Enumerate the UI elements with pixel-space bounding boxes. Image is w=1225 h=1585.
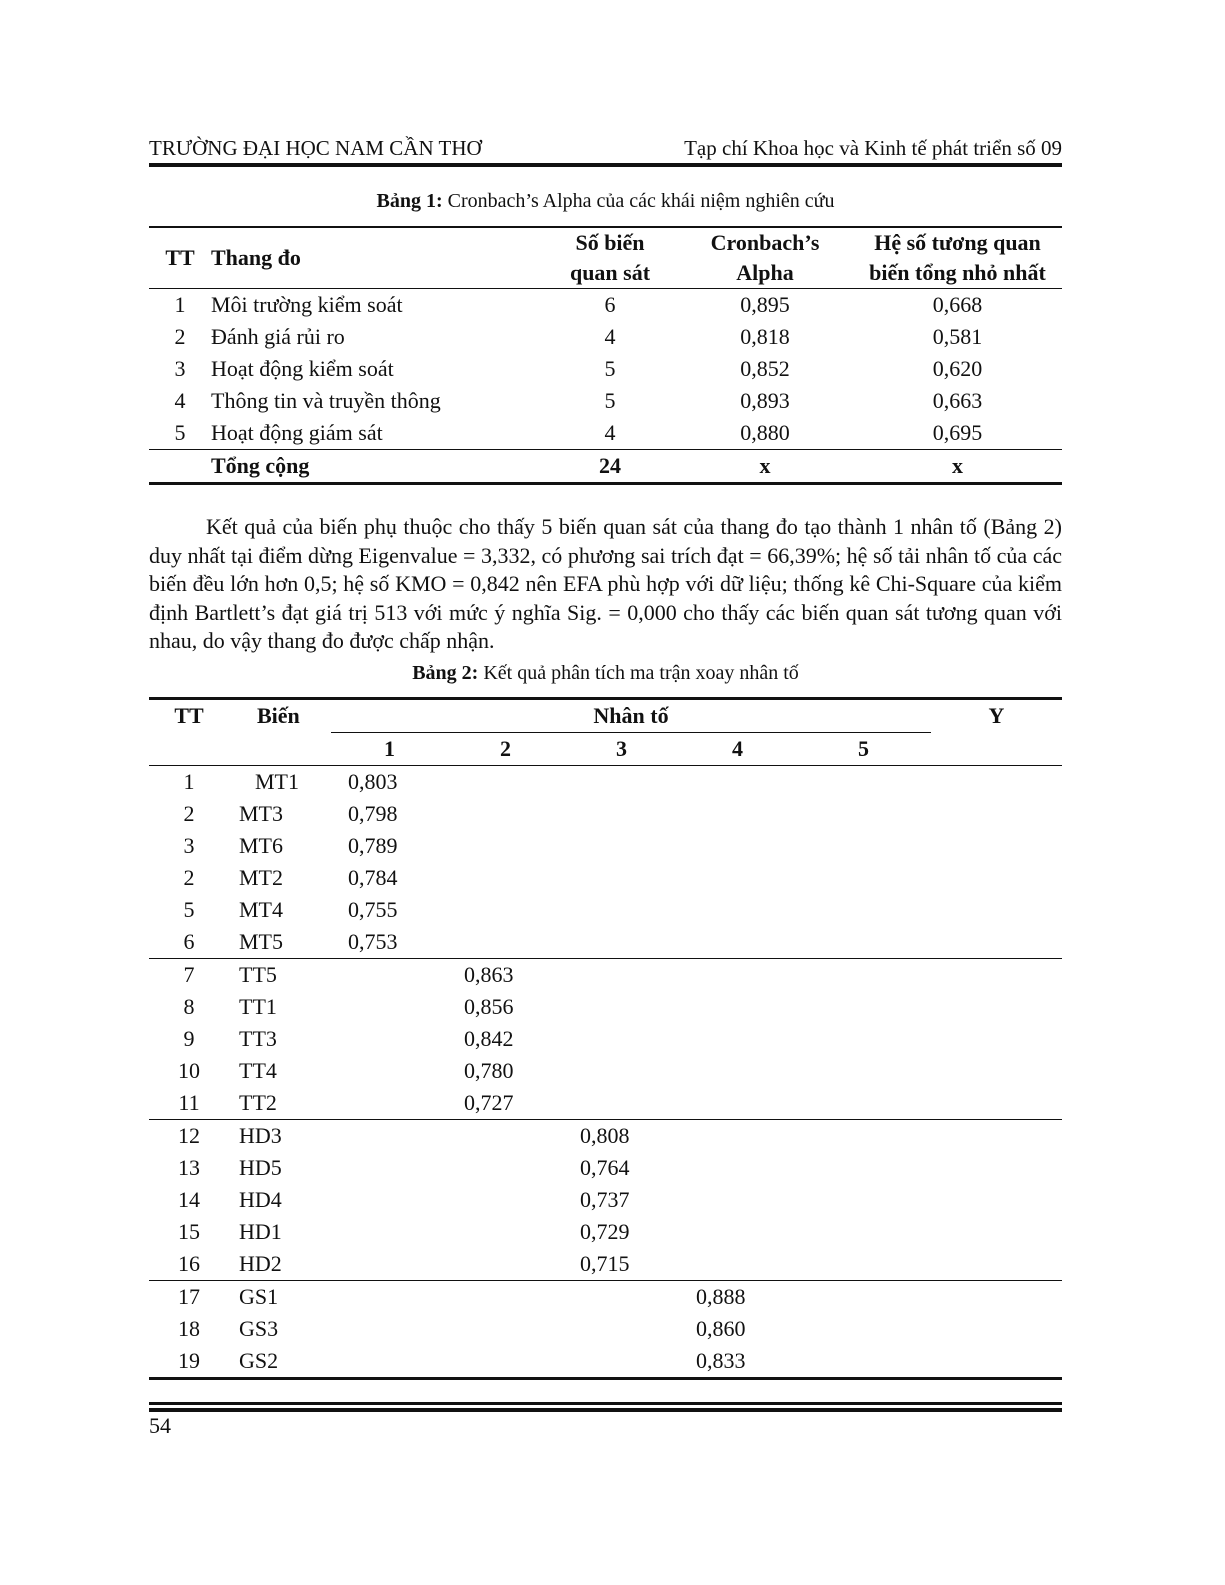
table2-caption-text: Kết quả phân tích ma trận xoay nhân tố: [483, 662, 799, 684]
cell-factor-2: [447, 1120, 563, 1153]
cell-y: [931, 1248, 1062, 1281]
cell-factor-2: [447, 1281, 563, 1314]
table-row: [149, 1023, 1062, 1055]
cell-variable: GS3: [239, 1316, 279, 1341]
table1-caption-label: Bảng 1:: [376, 190, 443, 212]
cell-factor-4: [679, 1087, 795, 1120]
paragraph-text: Kết quả của biến phụ thuộc cho thấy 5 biến quan sát của thang đo tạo thành 1 nhân tố (Bảng 2) duy nhất tại điểm dừng Eigenvalue = 3,332, có phương sai trích đạt = 66,39%; hệ số tải nhân tố của các biến đều lớn hơn 0,5; hệ số KMO = 0,842 nên EFA phù hợp với dữ liệu; thống kê Chi-Square của kiểm định Bartlett’s đạt giá trị 513 với mức ý nghĩa Sig. = 0,000 cho thấy các biến quan sát tương quan với nhau, do vậy thang đo được chấp nhận.: [149, 514, 1062, 653]
cell-factor-4: [679, 1184, 795, 1216]
cell-factor-5: [795, 926, 931, 959]
cell-factor-4: 0,860: [696, 1316, 746, 1341]
cell-tt: 6: [183, 929, 195, 954]
cell-factor-2: [447, 894, 563, 926]
cell-y: [931, 830, 1062, 862]
cell-tt: 2: [183, 801, 195, 826]
cell-factor-3: [563, 830, 679, 862]
cell-factor-2: [447, 830, 563, 862]
cell-factor-1: [331, 1313, 447, 1345]
cell-factor-4: [679, 1120, 795, 1153]
table-rotated-factor-matrix: [149, 697, 1062, 1380]
cell-y: [931, 991, 1062, 1023]
table1-header-row: [149, 227, 1062, 289]
cell-total-corr: x: [952, 453, 963, 478]
cell-corr: 0,620: [932, 356, 983, 381]
table1-header-alpha-line1: Cronbach’s: [710, 230, 820, 255]
cell-tt: 3: [183, 833, 195, 858]
cell-factor-2: [447, 862, 563, 894]
cell-factor-5: [795, 1087, 931, 1120]
cell-factor-1: [331, 1152, 447, 1184]
table2-header-f3: 3: [616, 736, 627, 761]
cell-factor-5: [795, 959, 931, 992]
cell-scale: Đánh giá rủi ro: [211, 324, 345, 349]
cell-factor-5: [795, 1216, 931, 1248]
cell-factor-5: [795, 1345, 931, 1379]
cell-factor-2: [447, 926, 563, 959]
cell-factor-2: [447, 1152, 563, 1184]
cell-factor-3: 0,808: [580, 1123, 630, 1148]
cell-factor-2: 0,727: [464, 1090, 514, 1115]
cell-factor-5: [795, 1313, 931, 1345]
table-row: [149, 862, 1062, 894]
page-number: 54: [149, 1413, 171, 1438]
table-row: [149, 959, 1062, 992]
cell-factor-1: 0,753: [348, 929, 398, 954]
cell-tt: 3: [174, 356, 186, 381]
table-row: [149, 1120, 1062, 1153]
cell-factor-4: [679, 766, 795, 799]
table1-header-items: [543, 227, 677, 289]
cell-factor-2: 0,842: [464, 1026, 514, 1051]
cell-variable: MT5: [239, 929, 283, 954]
cell-alpha: 0,893: [740, 388, 790, 413]
cell-y: [931, 959, 1062, 992]
cell-factor-1: [331, 1281, 447, 1314]
cell-factor-2: [447, 1313, 563, 1345]
table1-header-items-line1: Số biến: [575, 230, 645, 255]
cell-y: [931, 798, 1062, 830]
cell-alpha: 0,818: [740, 324, 790, 349]
cell-factor-4: [679, 798, 795, 830]
cell-factor-2: [447, 1248, 563, 1281]
cell-variable: HD2: [239, 1251, 282, 1276]
cell-y: [931, 1216, 1062, 1248]
table2-header-var: Biến: [257, 703, 300, 729]
table2-caption-label: Bảng 2:: [412, 662, 479, 684]
table-row: [149, 321, 1062, 353]
cell-factor-5: [795, 1281, 931, 1314]
table1-header-corr-line2: biến tổng nhỏ nhất: [869, 260, 1046, 285]
cell-tt: 1: [183, 769, 195, 794]
table-row: [149, 353, 1062, 385]
cell-factor-1: 0,784: [348, 865, 398, 890]
cell-variable: MT1: [255, 769, 299, 794]
cell-factor-3: [563, 894, 679, 926]
cell-factor-3: [563, 959, 679, 992]
cell-tt: 4: [174, 388, 186, 413]
table2-header-f2: 2: [500, 736, 511, 761]
cell-y: [931, 926, 1062, 959]
table-row: [149, 830, 1062, 862]
cell-y: [931, 862, 1062, 894]
table1-header-tt: TT: [165, 245, 195, 270]
cell-y: [931, 1120, 1062, 1153]
cell-variable: HD1: [239, 1219, 282, 1244]
table1-caption: [149, 190, 1062, 213]
footer-rule-top: [149, 1402, 1062, 1405]
cell-variable: HD5: [239, 1155, 282, 1180]
cell-factor-3: [563, 1055, 679, 1087]
header-journal: Tạp chí Khoa học và Kinh tế phát triển số 09: [684, 136, 1062, 160]
cell-factor-1: [331, 1087, 447, 1120]
cell-factor-1: [331, 1023, 447, 1055]
cell-tt: 10: [178, 1058, 200, 1083]
cell-tt: 1: [174, 292, 186, 317]
cell-scale: Thông tin và truyền thông: [211, 388, 441, 413]
table2-header-f4: 4: [732, 736, 743, 761]
cell-variable: TT4: [239, 1058, 277, 1083]
cell-factor-3: [563, 1345, 679, 1379]
table1-header-corr: [853, 227, 1062, 289]
footer-rule-bottom: [149, 1408, 1062, 1412]
cell-tt: 14: [178, 1187, 200, 1212]
table-row: [149, 1055, 1062, 1087]
table-row: [149, 1248, 1062, 1281]
table2-header-factor: Nhân tố: [331, 699, 931, 733]
table2-header-row2: [149, 733, 1062, 766]
cell-tt: 19: [178, 1348, 200, 1373]
table-row: [149, 385, 1062, 417]
table-row: [149, 1345, 1062, 1379]
cell-tt: 13: [178, 1155, 200, 1180]
cell-factor-4: [679, 1055, 795, 1087]
table-cronbach-alpha: [149, 226, 1062, 485]
cell-factor-1: 0,789: [348, 833, 398, 858]
cell-y: [931, 894, 1062, 926]
cell-factor-5: [795, 991, 931, 1023]
cell-alpha: 0,880: [740, 420, 790, 445]
table2-caption: [149, 662, 1062, 685]
table1-caption-text: Cronbach’s Alpha của các khái niệm nghiên cứu: [447, 190, 835, 212]
cell-variable: HD4: [239, 1187, 282, 1212]
cell-factor-3: 0,764: [580, 1155, 630, 1180]
body-paragraph: [149, 513, 1062, 656]
cell-factor-1: 0,798: [348, 801, 398, 826]
cell-variable: GS1: [239, 1284, 279, 1309]
cell-scale: Hoạt động kiểm soát: [211, 356, 394, 381]
cell-tt: 2: [183, 865, 195, 890]
cell-scale: Môi trường kiểm soát: [211, 292, 403, 317]
table-row: [149, 894, 1062, 926]
cell-corr: 0,695: [932, 420, 983, 445]
cell-factor-4: [679, 830, 795, 862]
header-rule: [149, 163, 1062, 167]
cell-factor-1: [331, 1345, 447, 1379]
cell-factor-3: [563, 766, 679, 799]
cell-factor-4: [679, 1248, 795, 1281]
table-row: [149, 1281, 1062, 1314]
cell-factor-1: 0,803: [348, 769, 398, 794]
table2-header-row1: [149, 699, 1062, 733]
table1-header-corr-line1: Hệ số tương quan: [874, 230, 1041, 255]
cell-total-alpha: x: [759, 453, 771, 478]
cell-variable: HD3: [239, 1123, 282, 1148]
cell-factor-3: 0,737: [580, 1187, 630, 1212]
table-row: [149, 1152, 1062, 1184]
cell-y: [931, 1023, 1062, 1055]
cell-y: [931, 1152, 1062, 1184]
cell-factor-5: [795, 798, 931, 830]
table-row: [149, 417, 1062, 450]
cell-factor-2: 0,856: [464, 994, 514, 1019]
cell-factor-1: [331, 991, 447, 1023]
table2-header-f1: 1: [384, 736, 395, 761]
cell-factor-5: [795, 1055, 931, 1087]
table-row: [149, 1313, 1062, 1345]
cell-factor-1: [331, 1120, 447, 1153]
cell-items: 5: [604, 388, 616, 413]
cell-factor-3: [563, 1313, 679, 1345]
cell-factor-1: [331, 1184, 447, 1216]
cell-tt: 16: [178, 1251, 200, 1276]
cell-total-label: Tổng cộng: [211, 453, 310, 478]
cell-factor-2: [447, 798, 563, 830]
cell-factor-5: [795, 1120, 931, 1153]
cell-factor-3: [563, 798, 679, 830]
table1-header-alpha-line2: Alpha: [736, 260, 794, 285]
cell-total-items: 24: [599, 453, 621, 478]
cell-factor-4: [679, 862, 795, 894]
table1-header-alpha: [677, 227, 853, 289]
cell-factor-4: 0,833: [696, 1348, 746, 1373]
cell-alpha: 0,895: [740, 292, 790, 317]
cell-factor-3: [563, 1023, 679, 1055]
cell-factor-1: 0,755: [348, 897, 398, 922]
cell-tt: 5: [183, 897, 195, 922]
cell-variable: TT1: [239, 994, 277, 1019]
cell-tt: 12: [178, 1123, 200, 1148]
table-row: [149, 798, 1062, 830]
cell-y: [931, 1055, 1062, 1087]
cell-items: 5: [604, 356, 616, 381]
cell-factor-2: [447, 766, 563, 799]
cell-factor-2: 0,780: [464, 1058, 514, 1083]
table2-header-y: Y: [988, 703, 1005, 729]
cell-scale: Hoạt động giám sát: [211, 420, 383, 445]
table-row: [149, 926, 1062, 959]
cell-factor-1: [331, 959, 447, 992]
cell-y: [931, 1087, 1062, 1120]
cell-y: [931, 1281, 1062, 1314]
table1-header-items-line2: quan sát: [569, 260, 651, 285]
cell-y: [931, 766, 1062, 799]
cell-variable: GS2: [239, 1348, 279, 1373]
cell-factor-4: 0,888: [696, 1284, 746, 1309]
cell-variable: TT2: [239, 1090, 277, 1115]
cell-variable: MT6: [239, 833, 283, 858]
cell-factor-4: [679, 959, 795, 992]
cell-factor-1: [331, 1055, 447, 1087]
table-row: [149, 991, 1062, 1023]
cell-variable: MT2: [239, 865, 283, 890]
table-row: [149, 766, 1062, 799]
table2-body: [149, 766, 1062, 1379]
cell-corr: 0,663: [932, 388, 983, 413]
cell-items: 4: [604, 324, 616, 349]
cell-tt: 15: [178, 1219, 200, 1244]
table-row: [149, 1184, 1062, 1216]
table-row: [149, 1087, 1062, 1120]
table2-header-f5: 5: [858, 736, 869, 761]
table1-total-row: [149, 450, 1062, 484]
cell-items: 6: [604, 292, 616, 317]
cell-factor-4: [679, 1023, 795, 1055]
cell-tt: 2: [174, 324, 186, 349]
cell-factor-5: [795, 1184, 931, 1216]
cell-factor-5: [795, 830, 931, 862]
cell-factor-4: [679, 1152, 795, 1184]
cell-tt: 17: [178, 1284, 200, 1309]
table-row: [149, 289, 1062, 322]
cell-factor-4: [679, 894, 795, 926]
cell-variable: TT3: [239, 1026, 277, 1051]
cell-y: [931, 1345, 1062, 1379]
cell-factor-3: [563, 1087, 679, 1120]
cell-factor-4: [679, 991, 795, 1023]
table2-header-tt: TT: [174, 703, 204, 729]
cell-factor-5: [795, 862, 931, 894]
table1-header-scale: Thang đo: [211, 245, 301, 270]
cell-factor-3: [563, 1281, 679, 1314]
cell-factor-4: [679, 926, 795, 959]
cell-factor-2: [447, 1216, 563, 1248]
cell-variable: MT4: [239, 897, 283, 922]
table-row: [149, 1216, 1062, 1248]
cell-tt: 7: [183, 962, 195, 987]
cell-tt: 11: [178, 1090, 200, 1115]
cell-factor-5: [795, 1023, 931, 1055]
cell-factor-5: [795, 1248, 931, 1281]
cell-variable: MT3: [239, 801, 283, 826]
cell-corr: 0,581: [932, 324, 983, 349]
cell-corr: 0,668: [932, 292, 983, 317]
cell-factor-5: [795, 1152, 931, 1184]
cell-factor-3: 0,715: [580, 1251, 630, 1276]
cell-items: 4: [604, 420, 616, 445]
cell-factor-5: [795, 766, 931, 799]
cell-tt: 18: [178, 1316, 200, 1341]
cell-tt: 9: [183, 1026, 195, 1051]
cell-y: [931, 1313, 1062, 1345]
cell-factor-5: [795, 894, 931, 926]
cell-factor-3: [563, 862, 679, 894]
cell-factor-3: [563, 926, 679, 959]
running-header: [149, 133, 1062, 161]
cell-y: [931, 1184, 1062, 1216]
cell-alpha: 0,852: [740, 356, 790, 381]
cell-factor-4: [679, 1216, 795, 1248]
cell-factor-1: [331, 1248, 447, 1281]
cell-factor-2: 0,863: [464, 962, 514, 987]
cell-variable: TT5: [239, 962, 277, 987]
cell-factor-1: [331, 1216, 447, 1248]
header-institution: TRƯỜNG ĐẠI HỌC NAM CẦN THƠ: [149, 136, 482, 160]
cell-factor-3: [563, 991, 679, 1023]
cell-tt: 5: [174, 420, 186, 445]
cell-factor-2: [447, 1184, 563, 1216]
cell-tt: 8: [183, 994, 195, 1019]
cell-factor-3: 0,729: [580, 1219, 630, 1244]
cell-factor-2: [447, 1345, 563, 1379]
